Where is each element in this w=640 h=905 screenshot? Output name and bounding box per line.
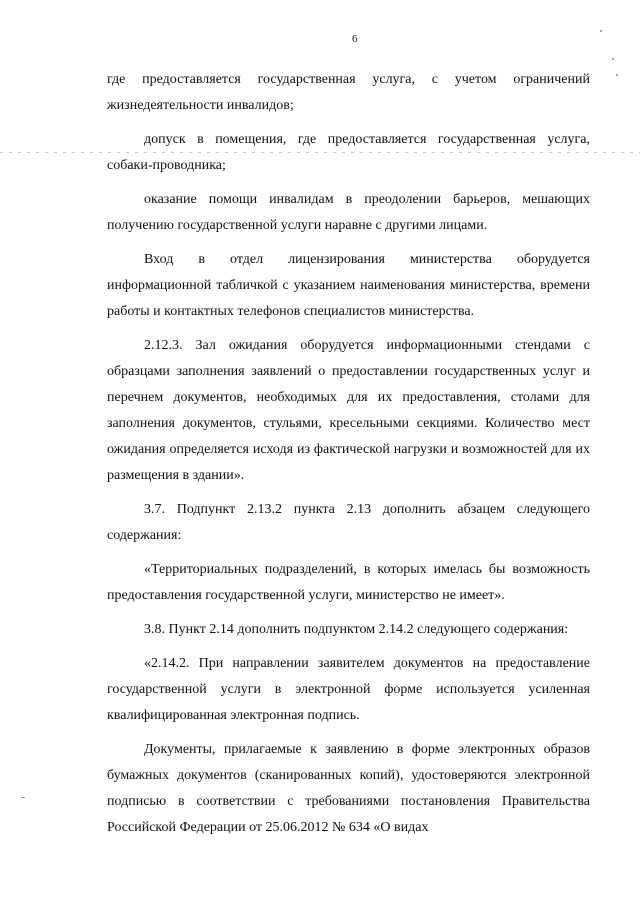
- paragraph: 3.7. Подпункт 2.13.2 пункта 2.13 дополнить абзацем следующего содержания:: [107, 502, 590, 543]
- paragraph: где предоставляется государственная услуга, с учетом ограничений жизнедеятельности инвалидов;: [107, 72, 590, 113]
- paragraph: Вход в отдел лицензирования министерства оборудуется информационной табличкой с указанием наименования министерства, времени работы и контактных телефонов специалистов министерства.: [107, 252, 590, 319]
- page-number: 6: [352, 33, 358, 45]
- paragraph: 3.8. Пункт 2.14 дополнить подпунктом 2.14.2 следующего содержания:: [144, 622, 569, 637]
- scan-speck: [612, 58, 614, 60]
- paragraph: оказание помощи инвалидам в преодолении барьеров, мешающих получению государственной услуги наравне с другими лицами.: [107, 192, 590, 233]
- paragraph: Документы, прилагаемые к заявлению в форме электронных образов бумажных документов (сканированных копий), удостоверяются электронной подписью в соответствии с требованиями постановления Правительства Российской Федерации от 25.06.2012 № 634 «О видах: [107, 742, 590, 835]
- paragraph: «2.14.2. При направлении заявителем документов на предоставление государственной услуги в электронной форме используется усиленная квалифицированная электронная подпись.: [107, 656, 590, 723]
- paragraph: «Территориальных подразделений, в которых имелась бы возможность предоставления государственной услуги, министерство не имеет».: [107, 562, 590, 603]
- paragraph: 2.12.3. Зал ожидания оборудуется информационными стендами с образцами заполнения заявлений о предоставлении государственных услуг и перечнем документов, необходимых для их предоставления, столами для заполнения документов, стульями, кресельными секциями. Количество мест ожидания определяется исходя из фактической нагрузки и возможностей для их размещения в здании».: [107, 338, 590, 483]
- scan-speck: [616, 74, 618, 76]
- scan-speck: [21, 797, 25, 798]
- scan-speck: [600, 30, 602, 32]
- document-body: [107, 67, 590, 841]
- paragraph: допуск в помещения, где предоставляется государственная услуга, собаки-проводника;: [107, 132, 590, 173]
